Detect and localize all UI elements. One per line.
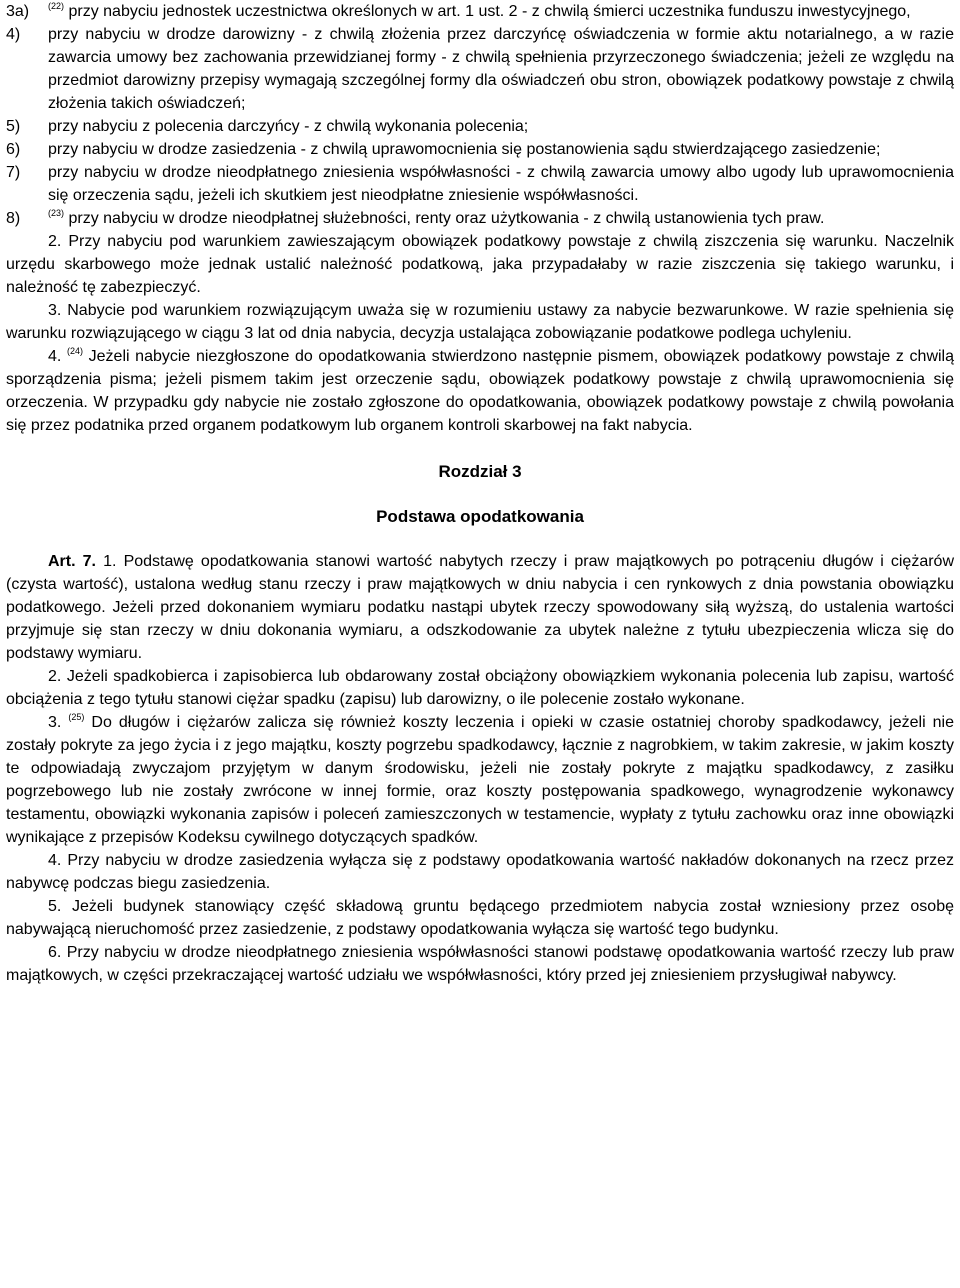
paragraph-text: Jeżeli spadkobierca i zapisobierca lub obdarowany został obciążony obowiązkiem wykonania polecenia lub zapisu, wartość obciążenia z tego tytułu stanowi ciężar spadku (zapisu) lub darowizny, o ile polecenie zostało wykonane. bbox=[6, 668, 955, 708]
item-text: przy nabyciu z polecenia darczyńcy - z chwilą wykonania polecenia; bbox=[48, 118, 529, 135]
item-text: przy nabyciu w drodze darowizny - z chwilą złożenia przez darczyńcę oświadczenia w formie aktu notarialnego, a w razie zawarcia umowy bez zachowania przewidzianej formy - z chwilą spełnienia przyrzeczonego świadczenia; jeżeli ze względu na przedmiot darowizny przepisy wymagają szczególnej formy dla oświadczeń obu stron, obowiązek podatkowy powstaje z chwilą złożenia takich oświadczeń; bbox=[48, 26, 954, 112]
paragraph-text: Jeżeli budynek stanowiący część składową gruntu będącego przedmiotem nabycia został wzniesiony przez osobę nabywającą nieruchomość przez zasiedzenie, z podstawy opodatkowania wyłącza się wartość tego budynku. bbox=[6, 898, 954, 938]
paragraph-text: Przy nabyciu w drodze zasiedzenia wyłącza się z podstawy opodatkowania wartość nakładów dokonanych na rzecz przez nabywcę podczas biegu zasiedzenia. bbox=[6, 852, 955, 892]
item-text: przy nabyciu w drodze zasiedzenia - z chwilą uprawomocnienia się postanowienia sądu stwierdzającego zasiedzenie; bbox=[48, 141, 881, 158]
item-number: 3a) bbox=[6, 3, 30, 20]
paragraph-text: Jeżeli nabycie niezgłoszone do opodatkowania stwierdzono następnie pismem, obowiązek podatkowy powstaje z chwilą sporządzenia pisma; jeżeli pismem takim jest orzeczenie sądu, obowiązek podatkowy powstaje z chwilą uprawomocnienia się orzeczenia. W przypadku gdy nabycie nie zostało zgłoszone do opodatkowania, obowiązek podatkowy powstaje z chwilą powołania się przez podatnika przed organem podatkowym lub organem kontroli skarbowej na fakt nabycia. bbox=[6, 348, 955, 434]
paragraph-number: 5. bbox=[48, 898, 62, 915]
article-label: Art. 7. bbox=[48, 553, 96, 570]
paragraph bbox=[6, 299, 954, 345]
footnote-ref: (22) bbox=[48, 1, 65, 11]
list-item bbox=[6, 23, 954, 115]
list-item bbox=[6, 207, 954, 230]
paragraph-text: Nabycie pod warunkiem rozwiązującym uważa się w rozumieniu ustawy za nabycie bezwarunkowe. W razie spełnienia się warunku rozwiązującego w ciągu 3 lat od dnia nabycia, decyzja ustalająca zobowiązanie podatkowe podlega uchyleniu. bbox=[6, 302, 954, 342]
paragraph-text: Do długów i ciężarów zalicza się również koszty leczenia i opieki w czasie ostatniej choroby spadkodawcy, jeżeli nie zostały pokryte za jego życia i z jego majątku, koszty pogrzebu spadkodawcy, łącznie z nagrobkiem, w takim zakresie, w jakim koszty te odpowiadają zwyczajom przyjętym w danym środowisku, jeżeli nie zostały pokryte z majątku spadkodawcy, z zasiłku pogrzebowego lub nie zostały zwrócone w innej formie, oraz koszty postępowania spadkowego, wynagrodzenie wykonawcy testamentu, obowiązki wykonania zapisów i poleceń zamieszczonych w testamencie, wypłaty z tytułu zachowku oraz inne obowiązki wynikające z przepisów Kodeksu cywilnego dotyczących spadków. bbox=[6, 714, 954, 846]
item-text: przy nabyciu w drodze nieodpłatnej służebności, renty oraz użytkowania - z chwilą ustanowienia tych praw. bbox=[68, 210, 825, 227]
chapter-number: Rozdział 3 bbox=[438, 462, 522, 481]
item-text: przy nabyciu w drodze nieodpłatnego zniesienia współwłasności - z chwilą zawarcia umowy albo ugody lub uprawomocnienia się orzeczenia sądu, jeżeli ich skutkiem jest nieodpłatne zniesienie współwłasności. bbox=[48, 164, 954, 204]
paragraph-number: 3. bbox=[48, 302, 62, 319]
paragraph bbox=[6, 941, 954, 987]
item-number: 4) bbox=[6, 26, 21, 43]
paragraph-text: Przy nabyciu pod warunkiem zawieszającym obowiązek podatkowy powstaje z chwilą ziszczenia się warunku. Naczelnik urzędu skarbowego może jednak ustalić należność podatkową, jaka przypadałaby w razie ziszczenia się takiego warunku, i należność tę zabezpieczyć. bbox=[6, 233, 954, 296]
article-paragraph bbox=[6, 550, 954, 665]
item-number: 6) bbox=[6, 141, 21, 158]
list-item bbox=[6, 115, 954, 138]
item-text: przy nabyciu jednostek uczestnictwa określonych w art. 1 ust. 2 - z chwilą śmierci uczestnika funduszu inwestycyjnego, bbox=[68, 3, 911, 20]
chapter-title: Podstawa opodatkowania bbox=[376, 507, 584, 526]
paragraph-number: 2. bbox=[48, 668, 62, 685]
paragraph-number: 4. bbox=[48, 852, 62, 869]
paragraph bbox=[6, 895, 954, 941]
paragraph bbox=[6, 230, 954, 299]
item-number: 5) bbox=[6, 118, 21, 135]
paragraph-number: 3. bbox=[48, 714, 62, 731]
paragraph bbox=[6, 665, 954, 711]
paragraph-number: 1. bbox=[103, 553, 117, 570]
paragraph-number: 2. bbox=[48, 233, 62, 250]
footnote-ref: (23) bbox=[48, 208, 65, 218]
paragraph-text: Podstawę opodatkowania stanowi wartość nabytych rzeczy i praw majątkowych po potrąceniu długów i ciężarów (czysta wartość), ustalona według stanu rzeczy i praw majątkowych w dniu nabycia i cen rynkowych z dnia powstania obowiązku podatkowego. Jeżeli przed dokonaniem wymiaru podatku nastąpi ubytek rzeczy spowodowany siłą wyższą, do ustalenia wartości przyjmuje się stan rzeczy w dniu dokonania wymiaru, a odszkodowanie za ubytek należne z tytułu ubezpieczenia wlicza się do podstawy wymiaru. bbox=[6, 553, 955, 662]
paragraph bbox=[6, 711, 954, 849]
footnote-ref: (24) bbox=[66, 346, 83, 356]
paragraph bbox=[6, 345, 954, 437]
paragraph bbox=[6, 849, 954, 895]
footnote-ref: (25) bbox=[68, 712, 85, 722]
list-item bbox=[6, 138, 954, 161]
paragraph-number: 6. bbox=[48, 944, 62, 961]
list-item bbox=[6, 161, 954, 207]
paragraph-text: Przy nabyciu w drodze nieodpłatnego zniesienia współwłasności stanowi podstawę opodatkowania wartość rzeczy lub praw majątkowych, w części przekraczającej wartość udziału we współwłasności, który przed jej zniesieniem przysługiwał nabywcy. bbox=[6, 944, 955, 984]
list-item bbox=[6, 0, 954, 23]
item-number: 8) bbox=[6, 210, 21, 227]
item-number: 7) bbox=[6, 164, 21, 181]
paragraph-number: 4. bbox=[48, 348, 62, 365]
